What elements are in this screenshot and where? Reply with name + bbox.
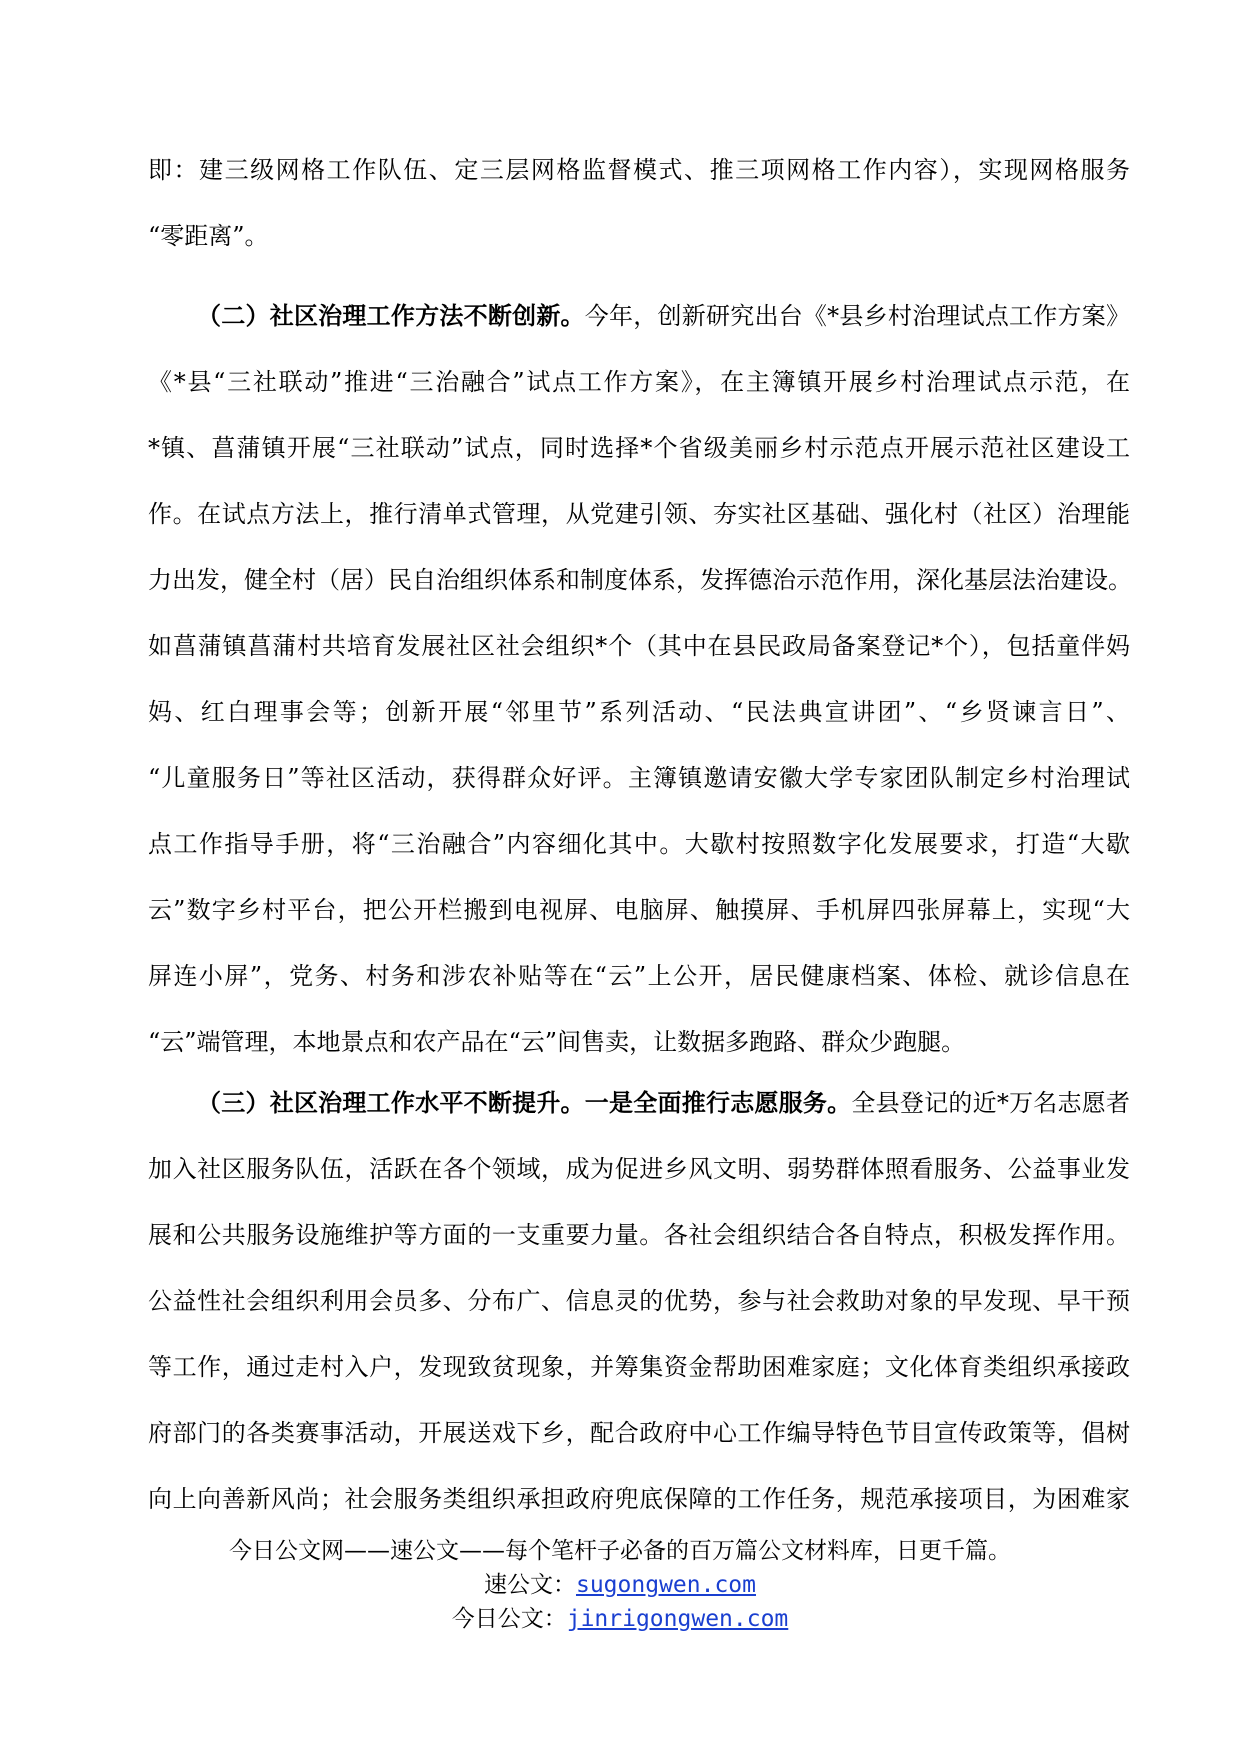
text-line: 向上向善新风尚；社会服务类组织承担政府兜底保障的工作任务，规范承接项目，为困难家 — [148, 1485, 1130, 1513]
paragraph-2 — [148, 283, 1130, 1075]
text-line: 云”数字乡村平台，把公开栏搬到电视屏、电脑屏、触摸屏、手机屏四张屏幕上，实现“大 — [148, 896, 1130, 924]
footer-jinrigongwen-line — [0, 1603, 1240, 1636]
text-line: 如菖蒲镇菖蒲村共培育发展社区社会组织*个（其中在县民政局备案登记*个），包括童伴妈 — [148, 632, 1130, 660]
text-run: 今年，创新研究出台《*县乡村治理试点工作方案》 — [584, 302, 1131, 330]
text-line: 展和公共服务设施维护等方面的一支重要力量。各社会组织结合各自特点，积极发挥作用。 — [148, 1221, 1130, 1249]
paragraph-first-line — [148, 283, 1130, 349]
footer-label: 今日公文： — [451, 1606, 567, 1632]
paragraph-1 — [148, 137, 1130, 269]
text-line: 点工作指导手册，将“三治融合”内容细化其中。大歇村按照数字化发展要求，打造“大歇 — [148, 830, 1130, 858]
jinrigongwen-link[interactable]: jinrigongwen.com — [566, 1606, 789, 1632]
paragraph-first-line — [148, 1070, 1130, 1136]
text-line: “儿童服务日”等社区活动，获得群众好评。主簿镇邀请安徽大学专家团队制定乡村治理试 — [148, 764, 1130, 792]
text-line: 等工作，通过走村入户，发现致贫现象，并筹集资金帮助困难家庭；文化体育类组织承接政 — [148, 1353, 1130, 1381]
text-line: 《*县“三社联动”推进“三治融合”试点工作方案》，在主簿镇开展乡村治理试点示范，在 — [148, 368, 1130, 396]
text-line: 加入社区服务队伍，活跃在各个领域，成为促进乡风文明、弱势群体照看服务、公益事业发 — [148, 1155, 1130, 1183]
footer-slogan: 今日公文网——速公文——每个笔杆子必备的百万篇公文材料库，日更千篇。 — [229, 1538, 1011, 1564]
text-run: 全县登记的近*万名志愿者 — [851, 1089, 1131, 1117]
text-line: *镇、菖蒲镇开展“三社联动”试点，同时选择*个省级美丽乡村示范点开展示范社区建设工 — [148, 434, 1130, 462]
sugongwen-link[interactable]: sugongwen.com — [575, 1572, 756, 1598]
text-line: 力出发，健全村（居）民自治组织体系和制度体系，发挥德治示范作用，深化基层法治建设。 — [148, 566, 1132, 594]
section-heading: （二）社区治理工作方法不断创新。 — [197, 301, 585, 330]
footer-sugongwen-line — [0, 1569, 1240, 1602]
text-line: 公益性社会组织利用会员多、分布广、信息灵的优势，参与社会救助对象的早发现、早干预 — [148, 1287, 1130, 1315]
text-line: 作。在试点方法上，推行清单式管理，从党建引领、夯实社区基础、强化村（社区）治理能 — [148, 500, 1130, 528]
section-heading: （三）社区治理工作水平不断提升。一是全面推行志愿服务。 — [197, 1088, 852, 1117]
text-line: 屏连小屏”，党务、村务和涉农补贴等在“云”上公开，居民健康档案、体检、就诊信息在 — [148, 962, 1130, 990]
text-line: 妈、红白理事会等；创新开展“邻里节”系列活动、“民法典宣讲团”、“乡贤谏言日”、 — [148, 698, 1130, 726]
paragraph-3 — [148, 1070, 1130, 1532]
text-line: 即：建三级网格工作队伍、定三层网格监督模式、推三项网格工作内容），实现网格服务 — [148, 156, 1130, 184]
text-line: 府部门的各类赛事活动，开展送戏下乡，配合政府中心工作编导特色节目宣传政策等，倡树 — [148, 1419, 1130, 1447]
text-line: “零距离”。 — [148, 222, 269, 250]
footer-label: 速公文： — [483, 1572, 576, 1598]
text-line: “云”端管理，本地景点和农产品在“云”间售卖，让数据多跑路、群众少跑腿。 — [148, 1028, 966, 1056]
